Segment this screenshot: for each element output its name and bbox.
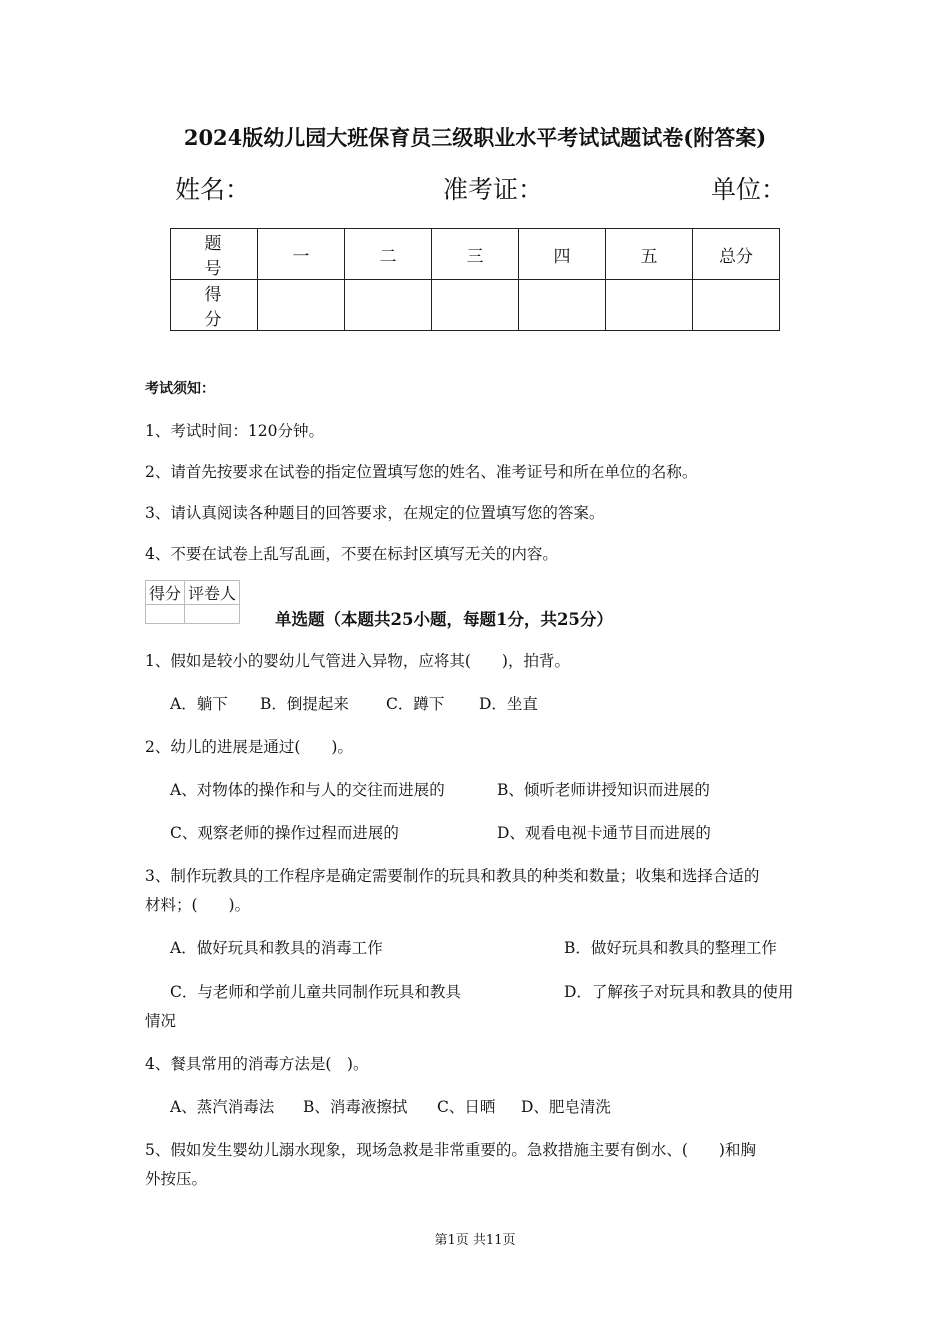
notice-item: 3、请认真阅读各种题目的回答要求，在规定的位置填写您的答案。 [145,504,605,522]
section-title: 单选题（本题共25小题，每题1分，共25分） [275,610,613,629]
question-3-option-d-continued: 情况 [145,1012,177,1030]
notice-heading: 考试须知： [145,381,215,397]
notice-item: 2、请首先按要求在试卷的指定位置填写您的姓名、准考证号和所在单位的名称。 [145,463,698,481]
unit-field-label: 单位： [711,175,787,204]
question-1-option-a: A．躺下 [170,695,228,713]
question-4-option-d: D、肥皂清洗 [521,1098,611,1116]
question-5-stem-continued: 外按压。 [145,1170,208,1188]
question-1-stem: 1、假如是较小的婴幼儿气管进入异物，应将其( )，拍背。 [145,652,570,670]
score-table [170,228,780,331]
question-4-stem: 4、餐具常用的消毒方法是( )。 [145,1055,369,1073]
question-3-option-a: A．做好玩具和教具的消毒工作 [170,939,383,957]
score-cell [693,280,780,331]
question-4-option-c: C、日晒 [437,1098,496,1116]
question-3-option-b: B．做好玩具和教具的整理工作 [564,939,777,957]
total-header: 总分 [693,229,780,280]
grader-box [145,580,240,624]
question-2-option-a: A、对物体的操作和与人的交往而进展的 [170,781,445,799]
score-cell [432,280,519,331]
exam-number-field-label: 准考证： [443,175,544,204]
section-3-header: 三 [432,229,519,280]
section-1-header: 一 [258,229,345,280]
question-2-option-c: C、观察老师的操作过程而进展的 [170,824,399,842]
score-table-score-row [171,280,780,331]
page-title: 2024版幼儿园大班保育员三级职业水平考试试题试卷(附答案) [183,125,767,150]
question-3-stem-continued: 材料；( )。 [145,896,251,914]
question-number-label: 题 号 [171,229,258,280]
score-table-header-row [171,229,780,280]
grader-score-cell [146,605,185,624]
section-4-header: 四 [519,229,606,280]
question-3-option-c: C．与老师和学前儿童共同制作玩具和教具 [170,983,461,1001]
question-1-option-b: B．倒提起来 [260,695,349,713]
score-cell [519,280,606,331]
question-3-option-d: D．了解孩子对玩具和教具的使用 [564,983,794,1001]
page-footer: 第1页 共11页 [434,1233,516,1248]
grader-reviewer-label: 评卷人 [185,581,240,605]
question-4-option-b: B、消毒液擦拭 [303,1098,408,1116]
section-5-header: 五 [606,229,693,280]
question-2-option-d: D、观看电视卡通节目而进展的 [497,824,711,842]
score-cell [345,280,432,331]
question-4-option-a: A、蒸汽消毒法 [170,1098,275,1116]
score-cell [258,280,345,331]
name-field-label: 姓名： [175,175,251,204]
notice-item: 4、不要在试卷上乱写乱画，不要在标封区填写无关的内容。 [145,545,558,563]
question-3-stem: 3、制作玩教具的工作程序是确定需要制作的玩具和教具的种类和数量；收集和选择合适的 [145,867,760,885]
grader-reviewer-cell [185,605,240,624]
grader-score-label: 得分 [146,581,185,605]
notice-item: 1、考试时间：120分钟。 [145,422,324,440]
score-label: 得 分 [171,280,258,331]
question-2-stem: 2、幼儿的进展是通过( )。 [145,738,353,756]
question-1-option-c: C．蹲下 [386,695,445,713]
question-2-option-b: B、倾听老师讲授知识而进展的 [497,781,710,799]
score-cell [606,280,693,331]
question-1-option-d: D．坐直 [479,695,538,713]
question-5-stem: 5、假如发生婴幼儿溺水现象，现场急救是非常重要的。急救措施主要有倒水、( )和胸 [145,1141,756,1159]
section-2-header: 二 [345,229,432,280]
